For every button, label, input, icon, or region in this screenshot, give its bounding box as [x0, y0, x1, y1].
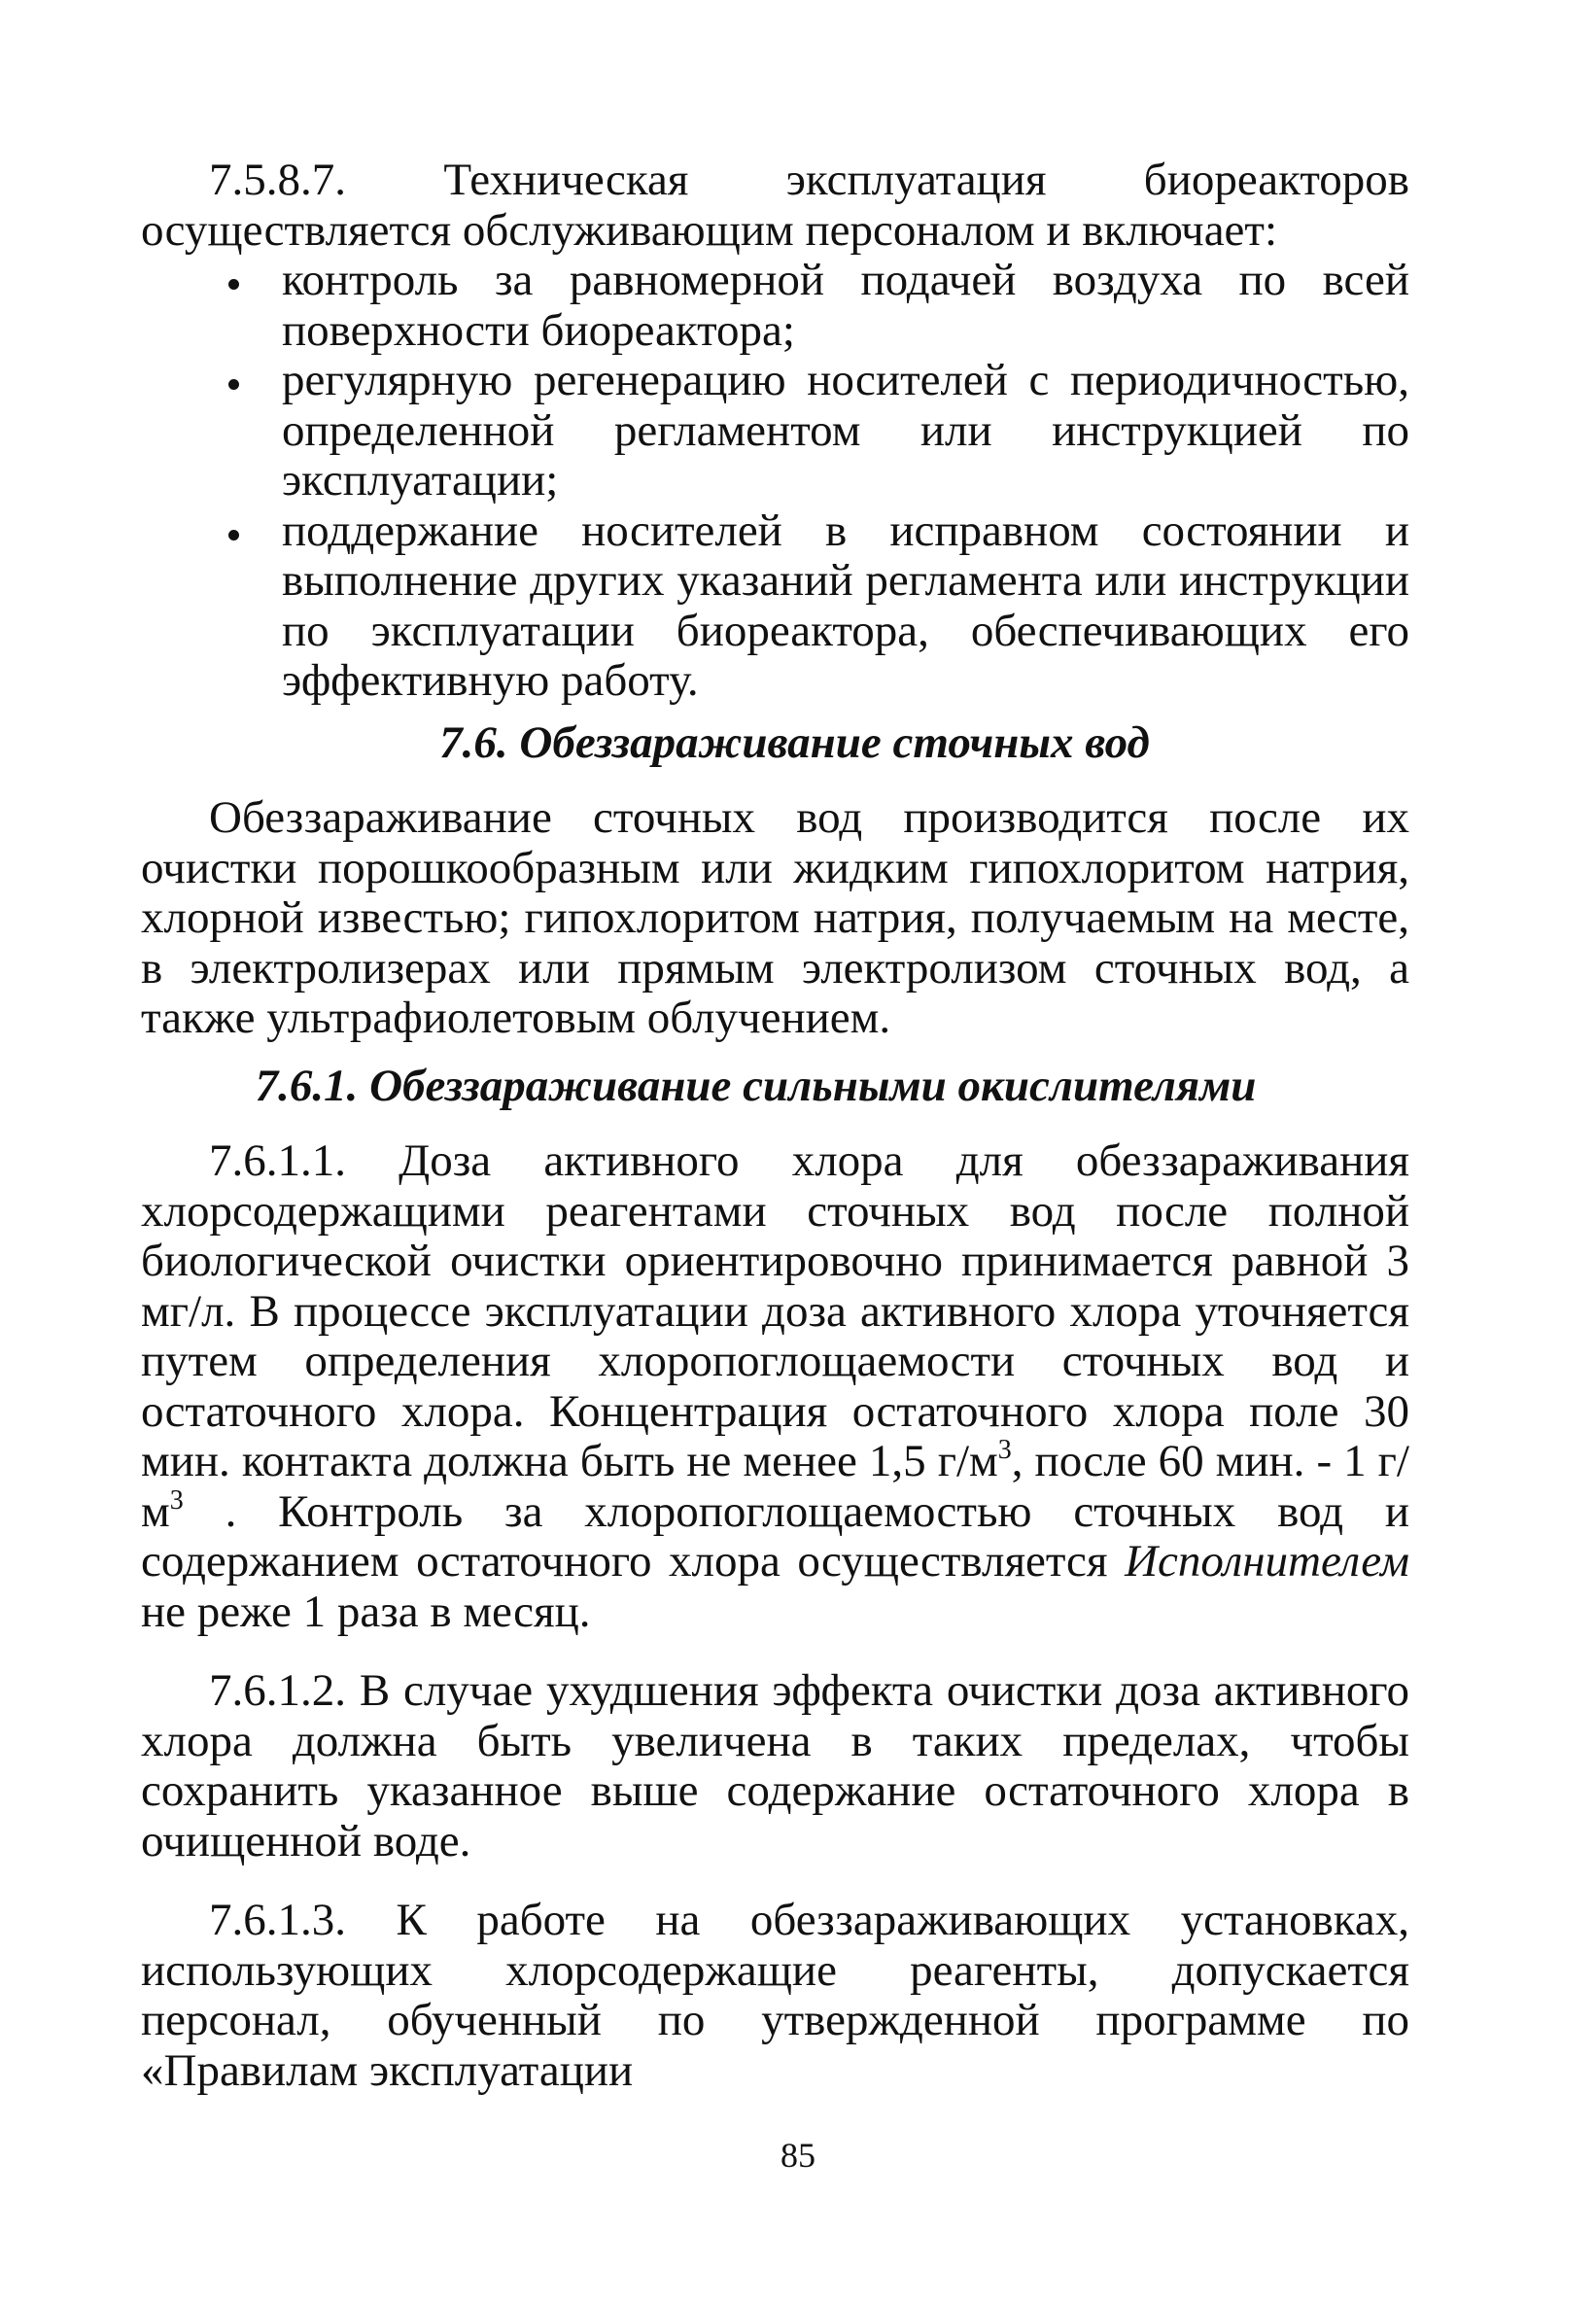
superscript: 3 [169, 1484, 184, 1516]
paragraph-7-6-1-3 [141, 1896, 1409, 2096]
superscript: 3 [997, 1435, 1012, 1465]
paragraph-number: 7.6.1.3. [209, 1895, 346, 1945]
bullet-list [141, 256, 1409, 707]
section-heading-7-6-1: 7.6.1. Обеззараживание сильными окислителями [255, 1060, 1257, 1111]
bullet-item: поддержание носителей в исправном состоянии и выполнение других указаний регламента или инструкции по эксплуатации биореактора, обеспечивающих его эффективную работу. [141, 506, 1409, 707]
bullet-item: регулярную регенерацию носителей с периодичностью, определенной регламентом или инструкцией по эксплуатации; [141, 356, 1409, 506]
paragraph-7-5-8-7 [141, 156, 1409, 256]
emphasis-text: Исполнителем [1125, 1536, 1409, 1587]
section-heading-7-6: 7.6. Обеззараживание сточных вод [439, 716, 1150, 768]
bullet-item: контроль за равномерной подачей воздуха по всей поверхности биореактора; [141, 256, 1409, 356]
paragraph-text: К работе на обеззараживающих установках, использующих хлорсодержащие реагенты, допускается персонал, обученный по утвержденной программе по «Правилам эксплуатации [141, 1895, 1409, 2096]
paragraph-number: 7.5.8.7. [209, 155, 346, 205]
paragraph-7-6: Обеззараживание сточных вод производится после их очистки порошкообразным или жидким гипохлоритом натрия, хлорной известью; гипохлоритом натрия, получаемым на месте, в электролизерах или прямым электролизом сточных вод, а также ультрафиолетовым облучением. [141, 792, 1409, 1043]
page-number: 85 [781, 2136, 815, 2175]
paragraph-text: В случае ухудшения эффекта очистки доза активного хлора должна быть увеличена в таких пределах, чтобы сохранить указанное выше содержание остаточного хлора в очищенной воде. [141, 1665, 1409, 1866]
paragraph-7-6-1-1: 7.6.1.1. Доза активного хлора для обеззараживания хлорсодержащими реагентами сточных вод после полной биологической очистки ориентировочно принимается равной 3 мг/л. В процессе эксплуатации доза активного хлора уточняется путем определения хлоропоглощаемости сточных вод и остаточного хлора. Концентрация остаточного хлора поле 30 мин. контакта должна быть не менее 1,5 $г/м^3$, после 60 мин. - 1 $г/м^3$ . Контроль за хлоропоглощаемостью сточных вод и содержанием остаточного хлора осуществляется Исполнителем не реже 1 раза в месяц. [141, 1135, 1409, 1637]
text-column [141, 156, 1409, 2096]
paragraph-7-6-1-2 [141, 1666, 1409, 1866]
paragraph-number: 7.6.1.1. [209, 1135, 346, 1186]
paragraph-text: Техническая эксплуатация биореакторов осуществляется обслуживающим персоналом и включает: [141, 155, 1409, 256]
paragraph-number: 7.6.1.2. [209, 1665, 346, 1716]
